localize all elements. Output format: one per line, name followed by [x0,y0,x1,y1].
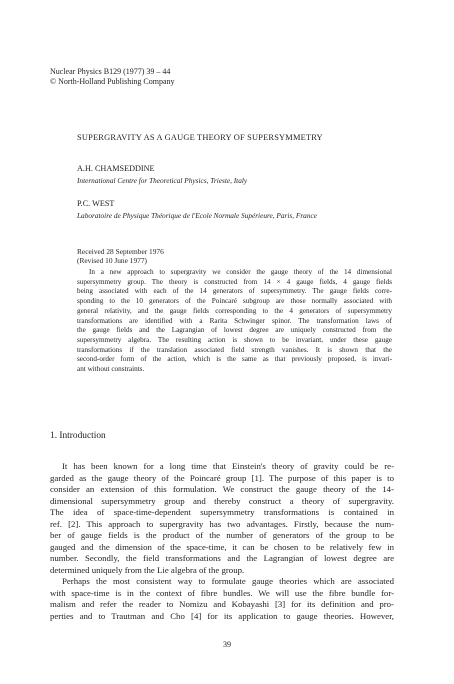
abstract-line: In a new approach to supergravity we consider the gauge theory of the 14 dimensional [89,268,392,276]
abstract-line: ant without constraints. [77,365,145,374]
body-line: Perhaps the most consistent way to formulate gauge theories which are associated [62,576,394,586]
body-line: perties and to Trautman and Cho [4] for its application to gauge theories. However, [50,610,394,621]
body-line: dimensional supersymmetry group and thereby construct a theory of supergravity. [50,495,394,506]
received-dates [77,247,164,265]
abstract-line: transformations are identified with a Rarita Schwinger spinor. The transformation laws of [77,316,392,325]
section-heading: 1. Introduction [50,431,106,441]
author-affiliation: International Centre for Theoretical Physics, Trieste, Italy [77,176,248,185]
body-line: malism and refer the reader to Nomizu and Kobayashi [3] for its definition and pro- [50,599,394,609]
body-paragraph [50,576,394,622]
received-date: Received 28 September 1976 [77,247,164,256]
body-line: ber of gauge fields is the product of the number of generators of the group to be [50,530,394,540]
body-line: with space-time is in the context of fibre bundles. We will use the fibre bundle for- [50,587,394,598]
body-line: consider an extension of this formulation. We construct the gauge theory of the 14- [50,484,394,494]
body-line: number. Secondly, the field transformations and the Lagrangian of lowest degree are [50,553,394,563]
body-line: The idea of space-time-dependent supersymmetry transformations is contained in [50,507,394,517]
abstract-line: supersymmetry group. The theory is constructed from 14 × 4 gauge fields, 4 gauge fields [77,277,392,286]
author-name: P.C. WEST [77,199,115,208]
body-line: It has been known for a long time that Einstein's theory of gravity could be re- [62,461,394,471]
body-line: ref. [2]. This approach to supergravity has two advantages. Firstly, because the num- [50,518,394,529]
paper-title: SUPERGRAVITY AS A GAUGE THEORY OF SUPERSYMMETRY [77,133,323,142]
abstract-line: supersymmetry algebra. The resulting action is shown to be invariant, under these gauge [77,335,392,344]
body-line: gauged and the dimension of the space-time, it can be chosen to be relatively few in [50,541,394,552]
abstract-line: transformations if the translation associated field strength vanishes. It is shown that the [77,345,392,354]
journal-citation: Nuclear Physics B129 (1977) 39 – 44 [50,67,171,76]
body-paragraph [50,461,394,576]
abstract-line: second-order form of the action, which is the same as that previously proposed, is invari- [77,355,392,364]
abstract-line: being associated with each of the 14 generators of supersymmetry. The gauge fields corre- [77,287,392,296]
page-number: 39 [223,640,231,649]
abstract-line: general relativity, and the gauge fields corresponding to the 4 generators of supersymmetry [77,306,392,315]
abstract [77,268,392,375]
author-name: A.H. CHAMSEDDINE [77,164,155,173]
body-line: garded as the gauge theory of the Poincaré group [1]. The purpose of this paper is to [50,472,394,483]
abstract-line: sponding to the 10 generators of the Poincaré subgroup are those normally associated with [77,297,392,306]
publisher-line: © North-Holland Publishing Company [50,77,175,86]
abstract-line: the gauge fields and the Lagrangian of lowest degree are uniquely constructed from the [77,326,392,335]
journal-header [50,67,175,87]
revised-date: (Revised 10 June 1977) [77,256,147,266]
author-affiliation: Laboratoire de Physique Théorique de l'Ecole Normale Supérieure, Paris, France [77,211,317,220]
body-line: determined uniquely from the Lie algebra of the group. [50,564,245,575]
